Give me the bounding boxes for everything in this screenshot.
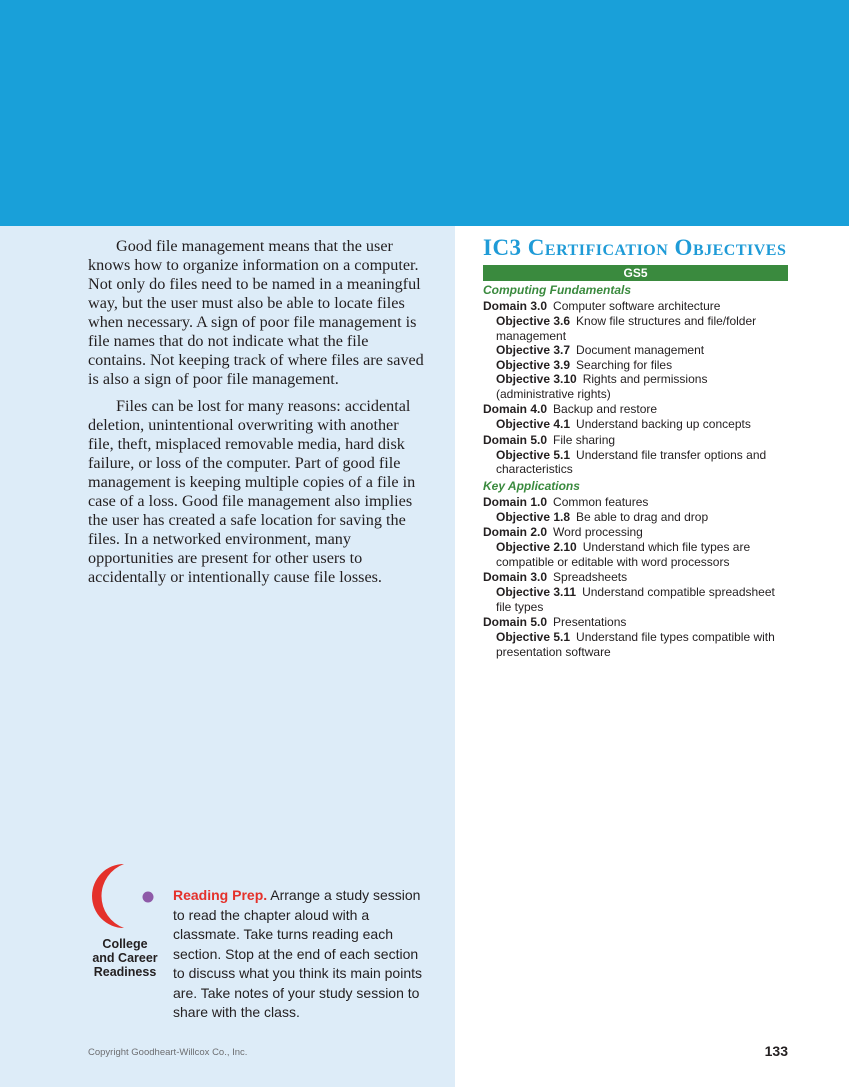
- domain-line: [483, 570, 788, 585]
- certification-objectives: [483, 234, 788, 659]
- domain-text: Spreadsheets: [553, 570, 628, 584]
- objective-label: Objective 5.1: [496, 630, 571, 644]
- objective-line: [483, 510, 788, 525]
- reading-prep-heading: Reading Prep.: [173, 887, 268, 903]
- reading-prep-text: Arrange a study session to read the chapter aloud with a classmate. Take turns reading each section. Stop at the end of each section to discuss what you think its main points are. Take notes of your study session to share with the class.: [173, 887, 423, 1020]
- domain-line: [483, 402, 788, 417]
- domain-line: [483, 525, 788, 540]
- objective-line: [483, 585, 788, 614]
- objective-text: Document management: [576, 343, 705, 357]
- objective-line: [483, 314, 788, 343]
- domain-line: [483, 433, 788, 448]
- domain-line: [483, 299, 788, 314]
- objective-line: [483, 448, 788, 477]
- domain-label: Domain 5.0: [483, 615, 548, 629]
- domain-label: Domain 2.0: [483, 525, 548, 539]
- paragraph-1: Good file management means that the user knows how to organize information on a computer. Not only do files need to be named in a meaningful way, but the user must also be able to locate files when necessary. A sign of poor file management is file names that do not indicate what the file contains. Not keeping track of where files are saved is also a sign of poor file management.: [88, 237, 424, 388]
- domain-label: Domain 4.0: [483, 402, 548, 416]
- objective-line: [483, 417, 788, 432]
- objective-text: Understand compatible spreadsheet file types: [496, 585, 775, 614]
- objective-text: Rights and permissions (administrative rights): [496, 372, 708, 401]
- domain-label: Domain 3.0: [483, 570, 548, 584]
- domain-label: Domain 5.0: [483, 432, 548, 447]
- logo-line-2: and Career: [92, 951, 158, 965]
- objective-line: [483, 630, 788, 659]
- domain-text: Common features: [553, 494, 649, 509]
- objective-label: Objective 2.10: [496, 540, 577, 554]
- objective-text: Searching for files: [576, 357, 673, 372]
- objective-text: Understand file types compatible with presentation software: [496, 630, 775, 659]
- objective-text: Understand which file types are compatible or editable with word processors: [496, 540, 751, 569]
- logo-text: [84, 937, 166, 979]
- domain-text: Computer software architecture: [553, 299, 721, 313]
- paragraph-2: Files can be lost for many reasons: accidental deletion, unintentional overwriting with another file, theft, misplaced removable media, hard disk failure, or loss of the computer. Part of good file management is keeping multiple copies of a file in case of a loss. Good file management also implies the user has created a safe location for saving the files. In a networked environment, many opportunities are present for other users to accidentally or intentionally cause file losses.: [88, 397, 416, 586]
- objective-category: Key Applications: [483, 478, 580, 493]
- objective-text: Be able to drag and drop: [576, 509, 709, 524]
- objective-line: [483, 358, 788, 373]
- objective-label: Objective 3.10: [496, 372, 577, 386]
- logo-line-1: College: [102, 937, 148, 951]
- domain-text: Presentations: [553, 615, 627, 629]
- objective-label: Objective 3.11: [496, 585, 577, 599]
- domain-text: Backup and restore: [553, 402, 658, 416]
- body-text: [88, 237, 428, 595]
- objective-category: Computing Fundamentals: [483, 283, 631, 297]
- reading-prep-note: [173, 886, 423, 1023]
- objective-line: [483, 540, 788, 569]
- objective-label: Objective 3.9: [496, 357, 571, 372]
- domain-line: [483, 495, 788, 510]
- logo-dot: [143, 892, 154, 903]
- domain-label: Domain 3.0: [483, 299, 548, 313]
- logo-arc-red: [92, 864, 124, 928]
- objective-text: Know file structures and file/folder management: [496, 314, 757, 343]
- objective-label: Objective 3.6: [496, 314, 571, 328]
- objective-label: Objective 1.8: [496, 509, 571, 524]
- page-number: 133: [764, 1043, 788, 1059]
- domain-text: File sharing: [553, 432, 616, 447]
- objective-text: Understand file transfer options and characteristics: [496, 447, 767, 476]
- objectives-list: [483, 283, 788, 659]
- objective-text: Understand backing up concepts: [576, 417, 751, 431]
- copyright: Copyright Goodheart-Willcox Co., Inc.: [88, 1047, 248, 1058]
- objectives-title: IC3 Certification Objectives: [483, 235, 787, 260]
- domain-label: Domain 1.0: [483, 494, 548, 509]
- header-band: [0, 0, 849, 226]
- logo-line-3: Readiness: [93, 965, 157, 979]
- logo-arc-yellow: [121, 880, 140, 918]
- objective-line: [483, 343, 788, 358]
- objective-label: Objective 3.7: [496, 343, 571, 357]
- objective-label: Objective 4.1: [496, 417, 571, 431]
- gs5-bar: GS5: [483, 265, 788, 281]
- objective-line: [483, 372, 788, 401]
- domain-line: [483, 615, 788, 630]
- objective-label: Objective 5.1: [496, 447, 571, 462]
- logo-arc-orange: [106, 872, 132, 924]
- domain-text: Word processing: [553, 525, 643, 539]
